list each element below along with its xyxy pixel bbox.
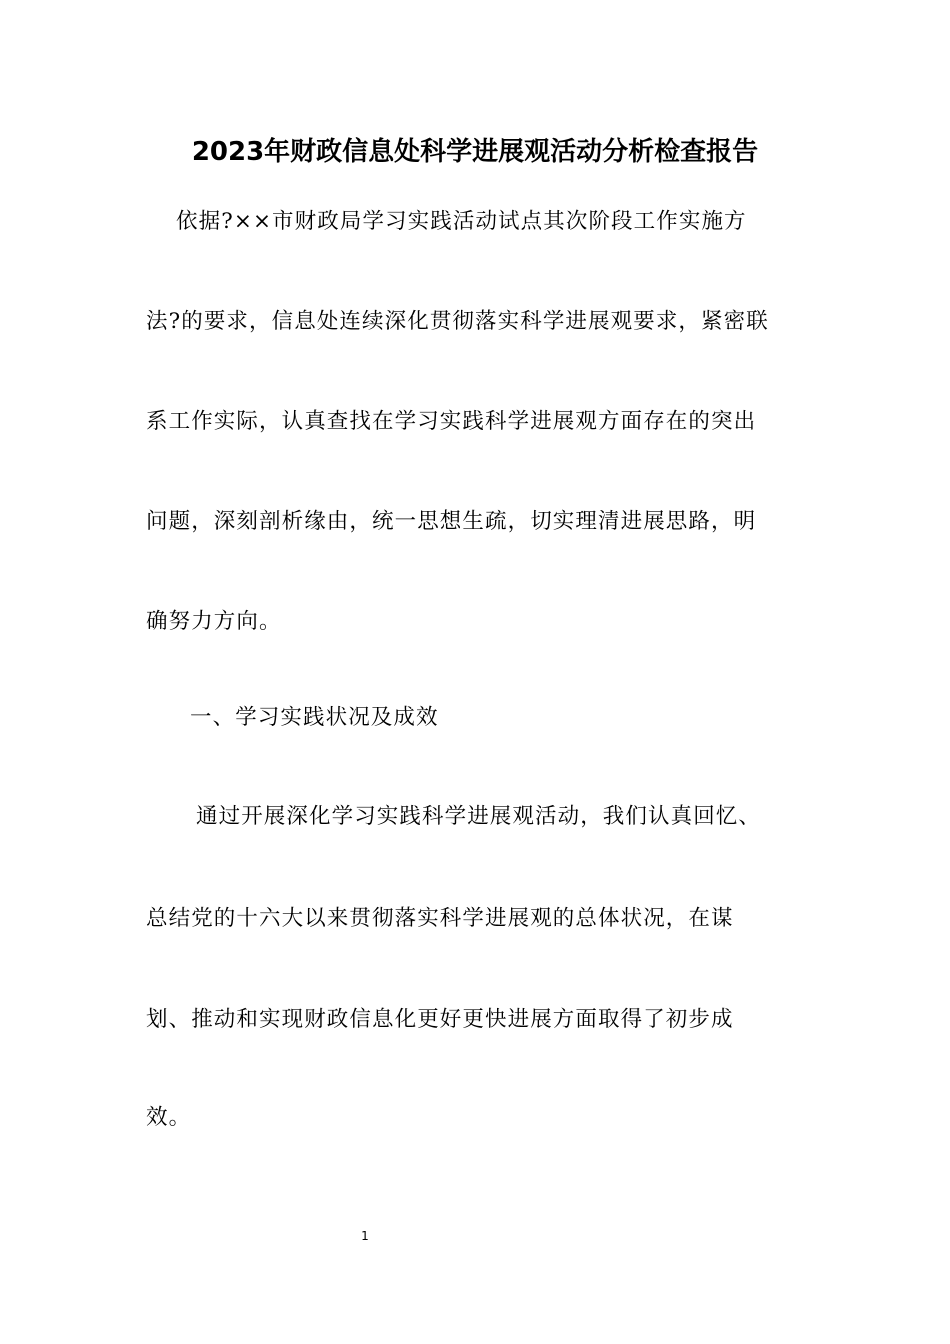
paragraph-1-line-3: 系工作实际，认真查找在学习实践科学进展观方面存在的突出 (146, 409, 757, 434)
section-heading: 一、学习实践状况及成效 (190, 705, 439, 730)
paragraph-3-line-4: 效。 (146, 1105, 192, 1130)
paragraph-3-line-2: 总结党的十六大以来贯彻落实科学进展观的总体状况，在谋 (146, 906, 734, 931)
page-number: 1 (361, 1229, 369, 1243)
paragraph-1-line-4: 问题，深刻剖析缘由，统一思想生疏，切实理清进展思路，明 (146, 509, 757, 534)
paragraph-1-line-5: 确努力方向。 (146, 609, 282, 634)
paragraph-1-line-1: 依据?××市财政局学习实践活动试点其次阶段工作实施方 (176, 209, 747, 234)
document-title: 2023年财政信息处科学进展观活动分析检查报告 (191, 137, 759, 167)
paragraph-3-line-3: 划、推动和实现财政信息化更好更快进展方面取得了初步成 (146, 1007, 734, 1032)
paragraph-3-line-1: 通过开展深化学习实践科学进展观活动，我们认真回忆、 (196, 804, 762, 829)
paragraph-1-line-2: 法?的要求，信息处连续深化贯彻落实科学进展观要求，紧密联 (146, 309, 769, 334)
